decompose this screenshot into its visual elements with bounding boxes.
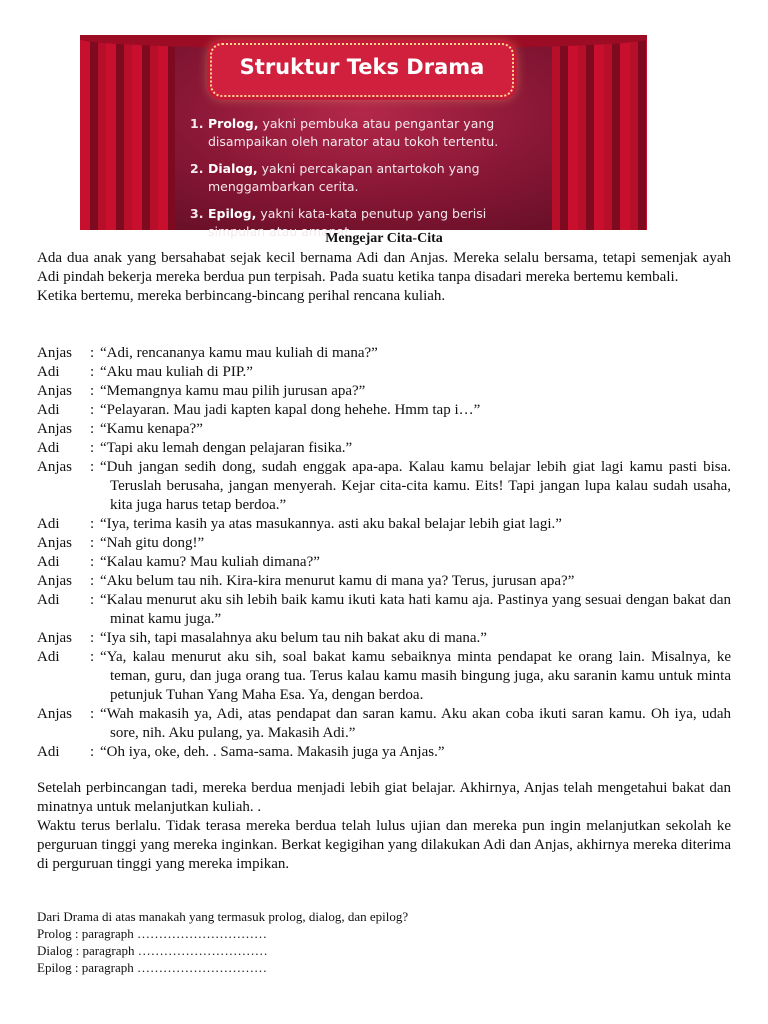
speaker-name: Anjas [37,459,72,475]
speaker-colon: : [90,592,95,608]
answer-epilog: Epilog : paragraph ………………………… [37,960,267,975]
speaker-colon: : [90,744,95,760]
utterance-text: “Nah gitu dong!” [100,535,205,551]
speaker-colon: : [90,383,95,399]
utterance-text: “Memangnya kamu mau pilih jurusan apa?” [100,383,366,399]
speaker-name: Anjas [37,630,72,646]
dialogue-line [37,344,731,363]
utterance-text: “Kalau menurut aku sih lebih baik kamu ikuti kata hati kamu aja. Pastinya yang sesuai dengan bakat dan minat kamu juga.” [100,592,731,627]
question-prompt: Dari Drama di atas manakah yang termasuk prolog, dialog, dan epilog? [37,909,409,924]
utterance-text: “Tapi aku lemah dengan pelajaran fisika.” [100,440,353,456]
utterance-text: “Wah makasih ya, Adi, atas pendapat dan saran kamu. Aku akan coba ikuti saran kamu. Oh iya, udah sore, nih. Aku pulang, ya. Makasih Adi.” [100,706,731,741]
banner-item-desc: yakni percakapan antartokoh yang menggambarkan cerita. [208,161,480,194]
utterance-text: “Kalau kamu? Mau kuliah dimana?” [100,554,320,570]
speaker-name: Anjas [37,535,72,551]
intro-paragraphs [37,249,731,306]
dialogue-line [37,572,731,591]
utterance-text: “Oh iya, oke, deh. . Sama-sama. Makasih juga ya Anjas.” [100,744,445,760]
speaker-name: Adi [37,440,60,456]
utterance-text: “Adi, rencananya kamu mau kuliah di mana?” [100,345,378,361]
banner-item-body [208,160,545,196]
closing-paragraphs [37,779,731,874]
speaker-name: Adi [37,516,60,532]
utterance-text: “Iya, terima kasih ya atas masukannya. asti aku bakal belajar lebih giat lagi.” [100,516,562,532]
speaker-colon: : [90,573,95,589]
dialogue-line [37,743,731,762]
utterance-text: “Duh jangan sedih dong, sudah enggak apa-apa. Kalau kamu belajar lebih giat lagi kamu pasti bisa. Teruslah berusaha, jangan menyerah. Kejar cita-cita kamu. Eits! Tapi jangan lupa kalau sudah usaha, kita juga harus tetap berdoa.” [100,459,731,513]
speaker-colon: : [90,630,95,646]
utterance-text: “Pelayaran. Mau jadi kapten kapal dong hehehe. Hmm tap i…” [100,402,481,418]
dialogue-line [37,363,731,382]
banner-item-term: Epilog, [208,206,257,221]
banner-title: Struktur Teks Drama [239,55,485,79]
banner-item-dialog [190,160,545,196]
speaker-name: Anjas [37,345,72,361]
right-curtain [552,35,647,230]
speaker-colon: : [90,649,95,665]
speaker-colon: : [90,554,95,570]
dialogue-line [37,553,731,572]
speaker-name: Anjas [37,706,72,722]
speaker-colon: : [90,402,95,418]
banner-item-term: Prolog, [208,116,259,131]
speaker-name: Adi [37,744,60,760]
intro-paragraph: Ada dua anak yang bersahabat sejak kecil bernama Adi dan Anjas. Mereka selalu bersama, tetapi semenjak ayah Adi pindah bekerja mereka berdua pun terpisah. Pada suatu ketika tanpa disadari mereka bertemu kembali. [37,250,731,285]
dialogue-line [37,534,731,553]
dialogue-line [37,401,731,420]
banner-item-number: 3. [190,206,204,221]
speaker-name: Anjas [37,421,72,437]
question-block [37,908,731,976]
speaker-colon: : [90,516,95,532]
story-title: Mengejar Cita-Cita [325,231,443,246]
dialogue-line [37,439,731,458]
dialogue-line [37,515,731,534]
dialogue-line [37,705,731,743]
dialogue-line [37,648,731,705]
banner-item-desc: yakni pembuka atau pengantar yang disampaikan oleh narator atau tokoh tertentu. [208,116,499,149]
intro-paragraph: Ketika bertemu, mereka berbincang-bincang perihal rencana kuliah. [37,288,446,304]
speaker-colon: : [90,440,95,456]
answer-prolog: Prolog : paragraph ………………………… [37,926,268,941]
utterance-text: “Iya sih, tapi masalahnya aku belum tau nih bakat aku di mana.” [100,630,487,646]
speaker-colon: : [90,706,95,722]
utterance-text: “Aku mau kuliah di PIP.” [100,364,253,380]
banner-list [190,115,545,250]
left-curtain [80,35,175,230]
dialogue-line [37,629,731,648]
speaker-colon: : [90,535,95,551]
speaker-colon: : [90,345,95,361]
speaker-name: Adi [37,649,60,665]
utterance-text: “Aku belum tau nih. Kira-kira menurut kamu di mana ya? Terus, jurusan apa?” [100,573,575,589]
speaker-name: Adi [37,592,60,608]
speaker-name: Anjas [37,383,72,399]
closing-paragraph: Setelah perbincangan tadi, mereka berdua menjadi lebih giat belajar. Akhirnya, Anjas telah mengetahui bakat dan minatnya untuk melanjutkan kuliah. . [37,780,731,815]
speaker-name: Adi [37,364,60,380]
banner-item-body [208,115,545,151]
banner-item-number: 2. [190,161,204,176]
speaker-name: Adi [37,402,60,418]
banner-item-number: 1. [190,116,204,131]
speaker-name: Anjas [37,573,72,589]
utterance-text: “Ya, kalau menurut aku sih, soal bakat kamu sebaiknya minta pendapat ke orang lain. Misalnya, ke teman, guru, dan juga orang tua. Terus kalau kamu masih bingung juga, aku saranin kamu untuk minta petunjuk Tuhan Yang Maha Esa. Ya, dengan berdoa. [100,649,731,703]
closing-paragraph: Waktu terus berlalu. Tidak terasa mereka berdua telah lulus ujian dan mereka pun ingin melanjutkan sekolah ke perguruan tinggi yang mereka inginkan. Berkat kegigihan yang dilakukan Adi dan Anjas, akhirnya mereka diterima di perguruan tinggi yang mereka impikan. [37,818,731,872]
speaker-colon: : [90,421,95,437]
utterance-text: “Kamu kenapa?” [100,421,203,437]
banner-item-prolog [190,115,545,151]
answer-dialog: Dialog : paragraph ………………………… [37,943,268,958]
banner-item-desc: yakni kata-kata penutup yang berisi simpulan atau amanat [208,206,487,239]
dialogue-line [37,382,731,401]
speaker-colon: : [90,459,95,475]
banner-title-sign [210,43,514,97]
dialogue-list [37,344,731,762]
speaker-name: Adi [37,554,60,570]
speaker-colon: : [90,364,95,380]
dialogue-line [37,420,731,439]
dialogue-line [37,458,731,515]
dialogue-line [37,591,731,629]
banner-item-term: Dialog, [208,161,258,176]
